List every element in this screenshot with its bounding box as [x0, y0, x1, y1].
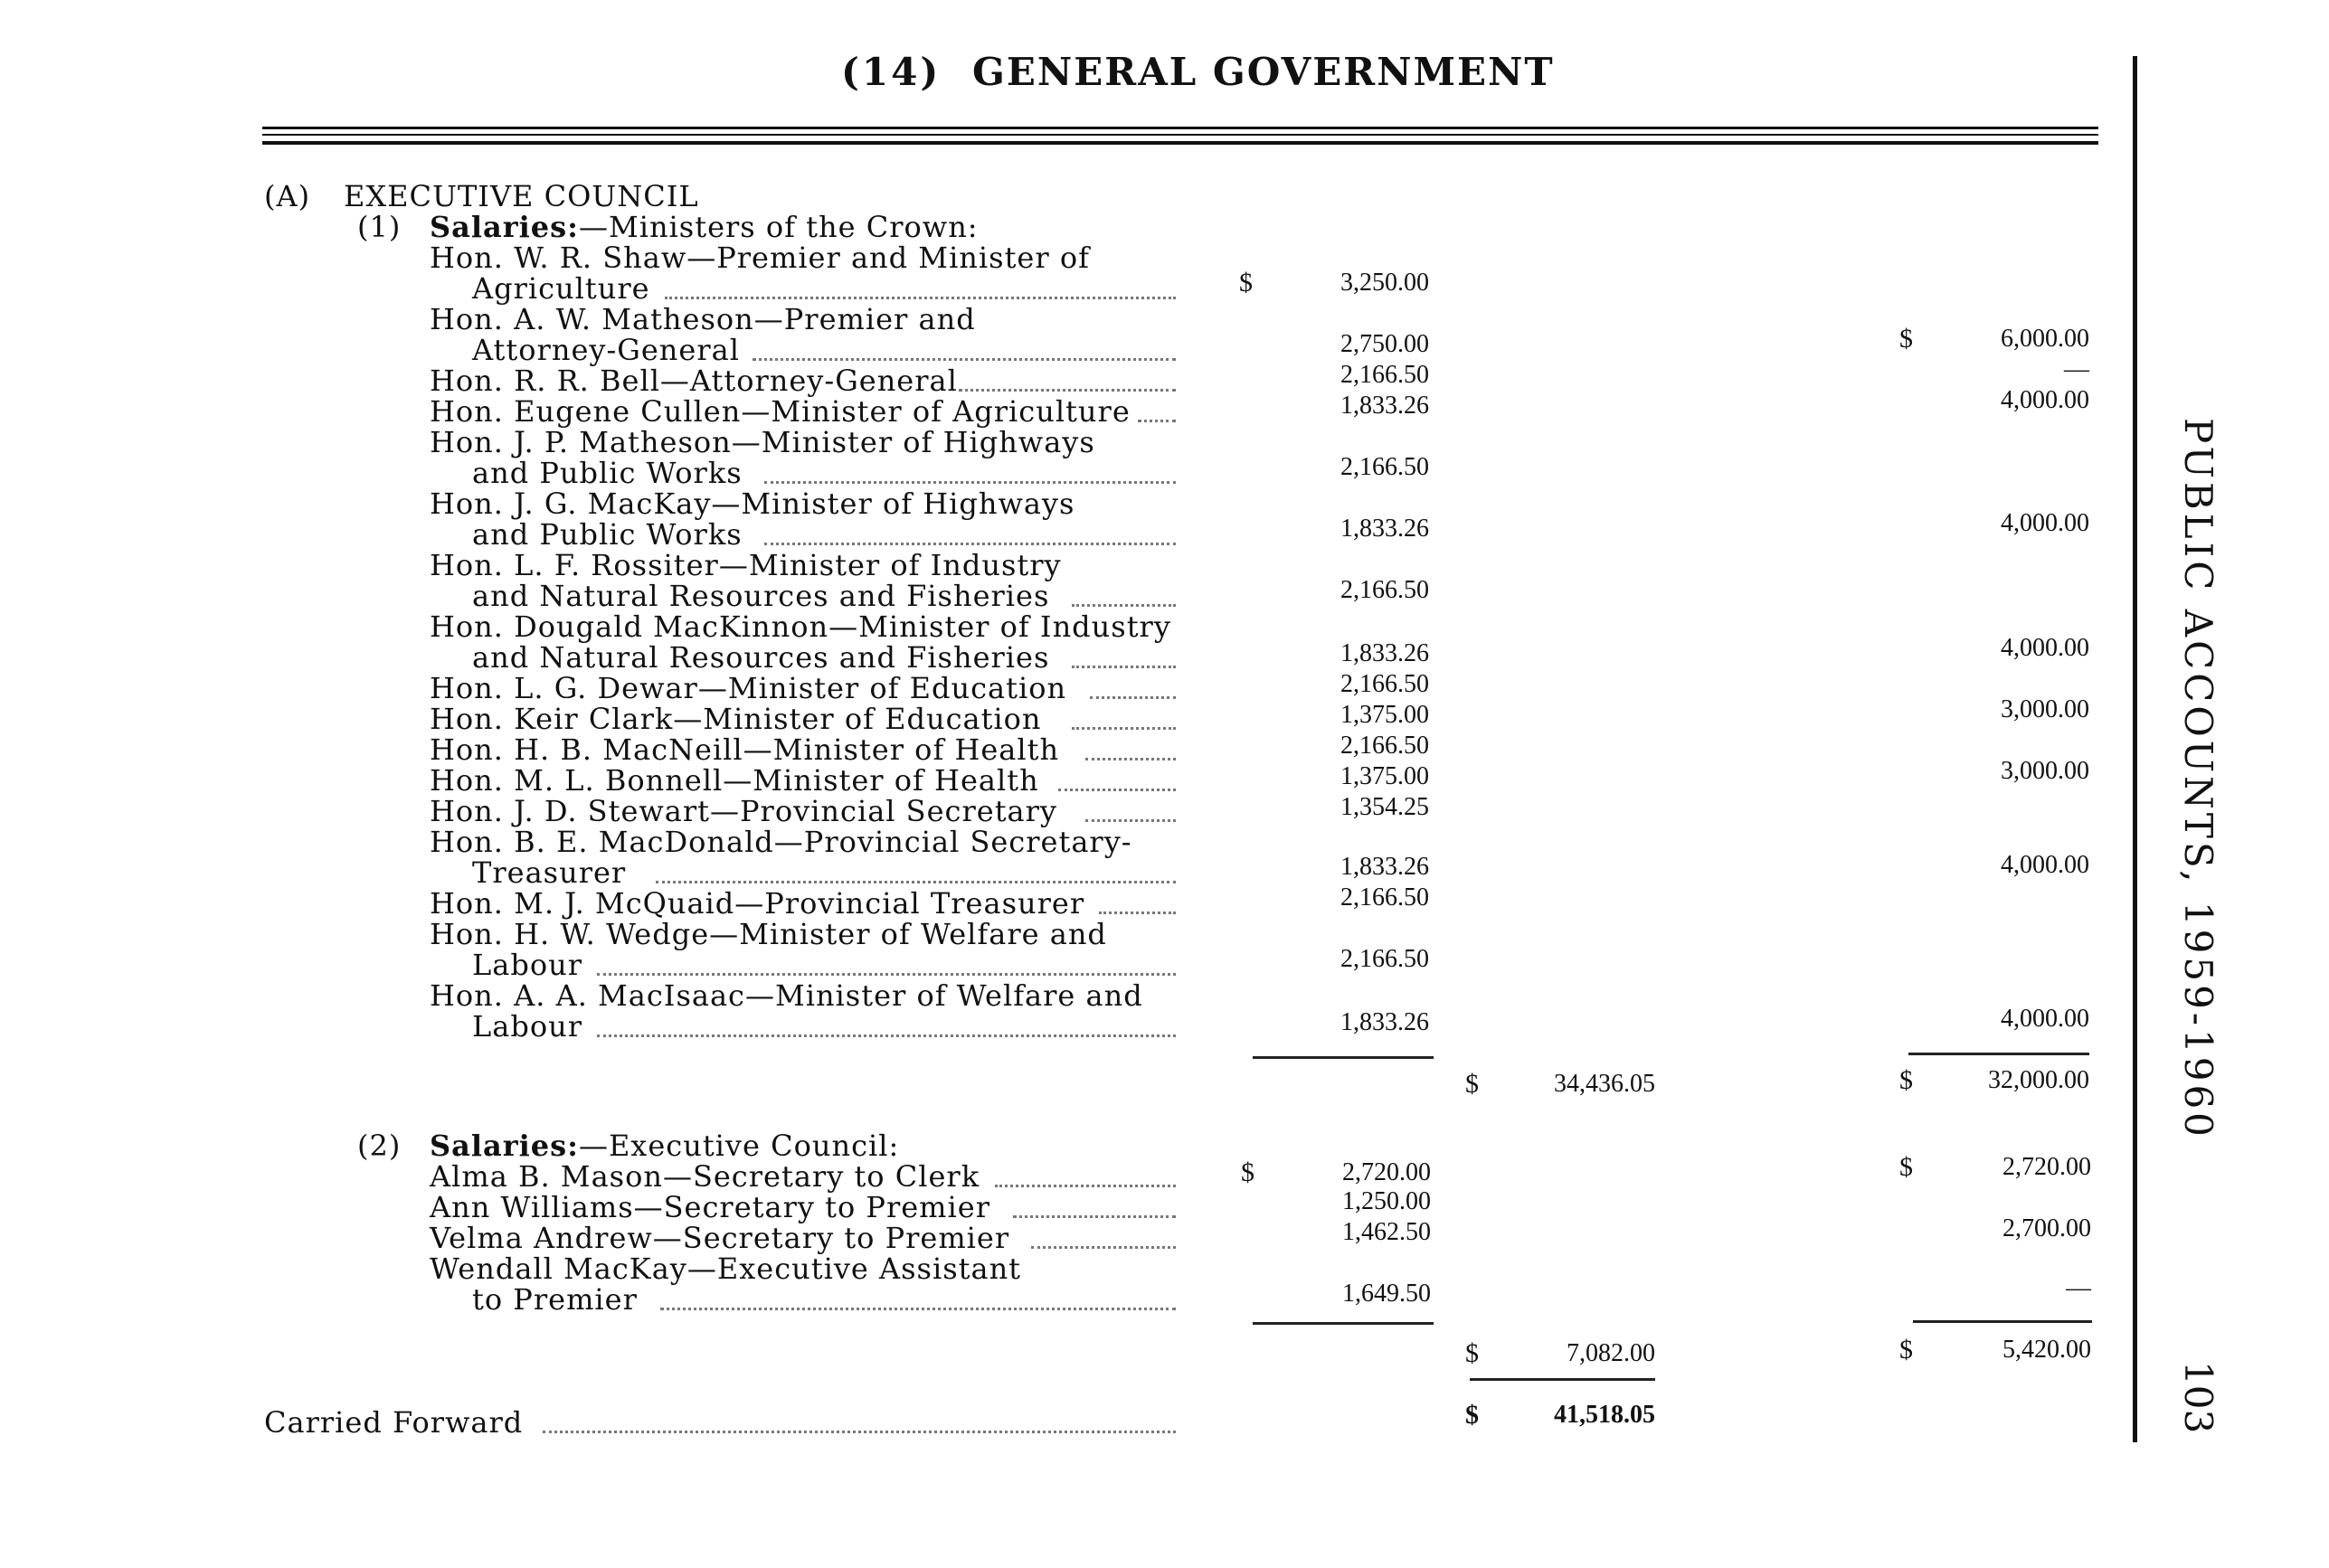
dot-leader: [959, 387, 1176, 392]
dot-leader: [656, 879, 1176, 883]
dot-leader: [1058, 787, 1176, 791]
g1-prior: 4,000.00: [2001, 634, 2089, 662]
currency-symbol: $: [1899, 1152, 1913, 1182]
currency-symbol: $: [1899, 324, 1913, 354]
g1-prior: 4,000.00: [2001, 509, 2089, 537]
g1-amount: 3,250.00: [1340, 269, 1429, 297]
dot-leader: [543, 1429, 1176, 1433]
g1-line: Hon. J. P. Matheson—Minister of Highways: [430, 425, 1095, 459]
group1-number: (1): [357, 210, 402, 244]
total-rule: [1470, 1378, 1655, 1381]
dot-leader: [1072, 602, 1176, 607]
g2-amount: 1,250.00: [1342, 1187, 1431, 1215]
dot-leader: [764, 541, 1176, 545]
dot-leader: [1138, 418, 1176, 422]
section-letter: (A): [264, 179, 311, 213]
g1-amount: 1,375.00: [1340, 762, 1429, 790]
g1-line: Hon. Keir Clark—Minister of Education: [430, 702, 1042, 736]
section-title: EXECUTIVE COUNCIL: [344, 179, 699, 213]
carried-forward-label: Carried Forward: [264, 1405, 524, 1440]
currency-symbol: $: [1899, 1065, 1913, 1095]
g1-line: and Natural Resources and Fisheries: [472, 640, 1050, 675]
dot-leader: [660, 1306, 1176, 1310]
g1-line: Hon. J. G. MacKay—Minister of Highways: [430, 486, 1075, 521]
dot-leader: [597, 1033, 1176, 1037]
g1-amount: 1,833.26: [1340, 515, 1429, 543]
g1-amount: 2,166.50: [1340, 670, 1429, 698]
g1-line: Hon. H. B. MacNeill—Minister of Health: [430, 732, 1060, 767]
g2-amount: 2,720.00: [1342, 1158, 1431, 1186]
group2-number: (2): [357, 1129, 402, 1163]
g2-line: to Premier: [472, 1282, 638, 1317]
g2-prior: 2,720.00: [2002, 1153, 2091, 1181]
g1-amount: 2,166.50: [1340, 883, 1429, 912]
dot-leader: [1072, 664, 1176, 668]
g1-amount: 2,166.50: [1340, 576, 1429, 604]
group2-heading: [430, 1130, 899, 1161]
header-rule-middle: [262, 134, 2098, 136]
dot-leader: [1072, 725, 1176, 730]
group1-heading-bold: Salaries:: [430, 210, 579, 244]
g1-line: Hon. Eugene Cullen—Minister of Agriculture: [430, 394, 1131, 429]
page-title: GENERAL GOVERNMENT: [972, 50, 1555, 94]
dot-leader: [1013, 1214, 1176, 1218]
currency-symbol: $: [1239, 268, 1253, 298]
g1-line: and Public Works: [472, 517, 743, 552]
g1-amount: 2,166.50: [1340, 945, 1429, 973]
g1-amount: 2,166.50: [1340, 453, 1429, 481]
g1-total: 34,436.05: [1554, 1070, 1655, 1098]
dot-leader: [1090, 694, 1176, 699]
g1-line: Treasurer: [472, 855, 627, 890]
g1-prior: 4,000.00: [2001, 1005, 2089, 1033]
g1-amount: 1,375.00: [1340, 701, 1429, 729]
g1-line: Hon. M. J. McQuaid—Provincial Treasurer: [430, 886, 1085, 921]
g1-amount: 2,750.00: [1340, 330, 1429, 358]
g1-line: and Natural Resources and Fisheries: [472, 579, 1050, 613]
g1-prior: 3,000.00: [2001, 757, 2089, 785]
g1-amount: 2,166.50: [1340, 361, 1429, 389]
carried-forward-amount: 41,518.05: [1554, 1401, 1655, 1429]
currency-symbol: $: [1241, 1157, 1254, 1187]
g1-prior: 4,000.00: [2001, 386, 2089, 414]
g1-line: Labour: [472, 1009, 582, 1044]
side-label-container: [2166, 418, 2220, 1140]
subtotal-rule: [1253, 1322, 1434, 1325]
g1-line: Hon. A. W. Matheson—Premier and: [430, 302, 976, 336]
dot-leader: [995, 1183, 1176, 1187]
g1-line: Hon. W. R. Shaw—Premier and Minister of: [430, 241, 1090, 275]
g1-prior: 3,000.00: [2001, 695, 2089, 723]
g1-line: Hon. B. E. MacDonald—Provincial Secretary-: [430, 825, 1132, 859]
group2-heading-rest: —Executive Council:: [578, 1129, 900, 1163]
g1-amount: 1,354.25: [1340, 793, 1429, 821]
g1-line: Hon. A. A. MacIsaac—Minister of Welfare and: [430, 978, 1143, 1013]
g1-amount: 1,833.26: [1340, 1008, 1429, 1036]
dot-leader: [597, 971, 1176, 976]
g2-line: Alma B. Mason—Secretary to Clerk: [430, 1159, 980, 1194]
dot-leader: [1031, 1244, 1176, 1249]
g1-line: Agriculture: [472, 271, 650, 306]
g1-line: Labour: [472, 948, 582, 982]
g1-line: Hon. H. W. Wedge—Minister of Welfare and: [430, 917, 1107, 951]
margin-rule: [2133, 56, 2137, 1442]
g1-amount: 1,833.26: [1340, 392, 1429, 420]
page-number-container: [2166, 1361, 2220, 1433]
side-label: PUBLIC ACCOUNTS, 1959-1960: [2176, 418, 2220, 1140]
g1-line: Hon. R. R. Bell—Attorney-General: [430, 364, 958, 398]
dot-leader: [1099, 910, 1176, 914]
subtotal-rule: [1908, 1053, 2089, 1055]
g2-line: Velma Andrew—Secretary to Premier: [430, 1221, 1010, 1255]
g1-amount: 1,833.26: [1340, 639, 1429, 667]
dot-leader: [1085, 817, 1176, 822]
g2-prior: —: [2066, 1274, 2091, 1302]
g1-line: Hon. Dougald MacKinnon—Minister of Industry: [430, 609, 1171, 644]
g2-total: 7,082.00: [1567, 1339, 1655, 1367]
g1-amount: 1,833.26: [1340, 853, 1429, 881]
g1-prior: 6,000.00: [2001, 325, 2089, 353]
currency-symbol: $: [1465, 1069, 1479, 1099]
g1-amount: 2,166.50: [1340, 732, 1429, 760]
g1-prior: —: [2064, 355, 2089, 383]
g1-line: Hon. L. F. Rossiter—Minister of Industry: [430, 548, 1062, 582]
dot-leader: [665, 295, 1176, 299]
currency-symbol: $: [1465, 1338, 1479, 1368]
dot-leader: [1085, 756, 1176, 760]
header-rule-bottom: [262, 141, 2098, 145]
g1-line: Attorney-General: [472, 333, 740, 367]
g1-line: Hon. J. D. Stewart—Provincial Secretary: [430, 794, 1057, 828]
dot-leader: [764, 479, 1176, 484]
g2-prior-total: 5,420.00: [2002, 1336, 2091, 1364]
subtotal-rule: [1913, 1320, 2092, 1323]
g2-line: Wendall MacKay—Executive Assistant: [430, 1252, 1022, 1286]
g1-line: Hon. M. L. Bonnell—Minister of Health: [430, 763, 1039, 798]
currency-symbol: $: [1899, 1335, 1913, 1365]
g1-line: Hon. L. G. Dewar—Minister of Education: [430, 671, 1067, 705]
g2-line: Ann Williams—Secretary to Premier: [430, 1190, 990, 1224]
g2-prior: 2,700.00: [2002, 1214, 2091, 1242]
dot-leader: [753, 356, 1176, 361]
g1-line: and Public Works: [472, 456, 743, 490]
header-rule-top: [262, 127, 2098, 129]
section-number: (14): [841, 50, 942, 94]
currency-symbol: $: [1465, 1400, 1479, 1430]
g2-amount: 1,462.50: [1342, 1218, 1431, 1246]
g2-amount: 1,649.50: [1342, 1280, 1431, 1308]
subtotal-rule: [1253, 1056, 1434, 1059]
g1-prior-total: 32,000.00: [1988, 1066, 2089, 1094]
group2-heading-bold: Salaries:: [430, 1129, 579, 1163]
g1-prior: 4,000.00: [2001, 851, 2089, 879]
page-number: 103: [2176, 1361, 2220, 1434]
group1-heading-rest: —Ministers of the Crown:: [578, 210, 979, 244]
group1-heading: [430, 212, 979, 242]
